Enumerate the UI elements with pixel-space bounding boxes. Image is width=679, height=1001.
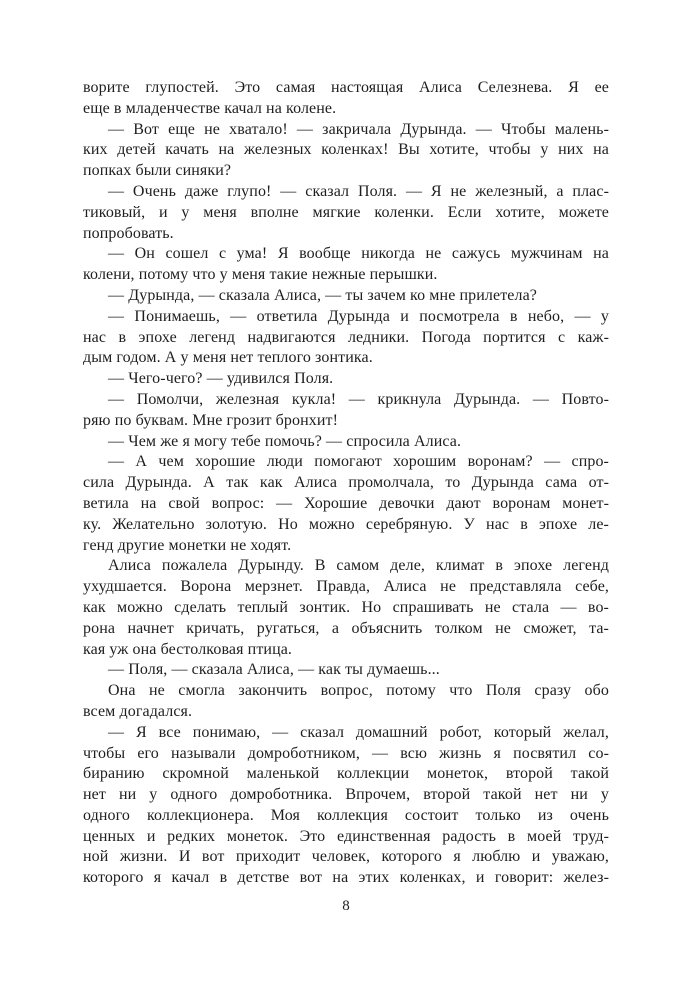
- page-number: 8: [342, 898, 350, 914]
- text-line: биранию скромной маленькой коллекции монеток, второй такой: [83, 765, 609, 783]
- text-line: кая уж она бестолковая птица.: [83, 640, 293, 658]
- text-line: как можно сделать теплый зонтик. Но спрашивать не стала — во-: [83, 598, 609, 616]
- text-line: — Поля, — сказала Алиса, — как ты думаешь...: [108, 661, 440, 679]
- text-line: ухудшается. Ворона мерзнет. Правда, Алиса не представляла себе,: [83, 578, 609, 596]
- text-line: — Чем же я могу тебе помочь? — спросила Алиса.: [108, 432, 462, 450]
- text-line: рона начнет кричать, ругаться, а объяснить толком не сможет, та-: [83, 619, 609, 637]
- text-line: ворите глупостей. Это самая настоящая Алиса Селезнева. Я ее: [83, 79, 609, 96]
- text-line: попробовать.: [83, 224, 174, 242]
- text-line: — Очень даже глупо! — сказал Поля. — Я не железный, а плас-: [108, 182, 609, 200]
- text-line: — Помолчи, железная кукла! — крикнула Дурында. — Повто-: [108, 390, 609, 408]
- text-line: дым годом. А у меня нет теплого зонтика.: [83, 349, 373, 367]
- text-line: — Дурында, — сказала Алиса, — ты зачем ко мне прилетела?: [108, 286, 537, 304]
- text-line: ценных и редких монеток. Это единственная радость в моей труд-: [83, 827, 609, 845]
- text-line: генд другие монетки не ходят.: [83, 536, 292, 554]
- text-block: [83, 78, 609, 889]
- text-line: одного коллекционера. Моя коллекция состоит только из очень: [83, 806, 609, 824]
- text-line: колени, потому что у меня такие нежные перышки.: [83, 266, 438, 284]
- text-line: — А чем хорошие люди помогают хорошим воронам? — спро-: [108, 453, 609, 471]
- text-line: нас в эпохе легенд надвигаются ледники. Погода портится с каж-: [83, 328, 609, 346]
- text-line: чтобы его называли домроботником, — всю жизнь я посвятил со-: [83, 744, 609, 762]
- text-line: нет ни у одного домроботника. Впрочем, второй такой нет ни у: [83, 786, 609, 804]
- text-line: — Вот еще не хватало! — закричала Дурында. — Чтобы малень-: [108, 120, 609, 138]
- text-line: еще в младенчестве качал на колене.: [83, 99, 337, 117]
- text-line: ку. Желательно золотую. Но можно серебряную. У нас в эпохе ле-: [83, 515, 609, 533]
- text-line: которого я качал в детстве вот на этих коленках, и говорит: желез-: [83, 869, 609, 887]
- text-line: ряю по буквам. Мне грозит бронхит!: [83, 411, 339, 429]
- text-line: ких детей качать на железных коленках! Вы хотите, чтобы у них на: [83, 141, 609, 159]
- text-line: ветила на свой вопрос: — Хорошие девочки дают воронам монет-: [83, 494, 609, 512]
- text-line: сила Дурында. А так как Алиса промолчала, то Дурында сама от-: [83, 474, 609, 492]
- text-line: — Чего-чего? — удивился Поля.: [108, 370, 334, 388]
- text-line: — Он сошел с ума! Я вообще никогда не сажусь мужчинам на: [108, 245, 609, 263]
- text-line: Она не смогла закончить вопрос, потому что Поля сразу обо: [108, 682, 609, 700]
- text-line: ной жизни. И вот приходит человек, которого я люблю и уважаю,: [83, 848, 609, 866]
- text-line: всем догадался.: [83, 702, 193, 720]
- text-line: попках были синяки?: [83, 162, 232, 180]
- text-line: Алиса пожалела Дурынду. В самом деле, климат в эпохе легенд: [108, 557, 609, 575]
- text-line: — Понимаешь, — ответила Дурында и посмотрела в небо, — у: [108, 307, 609, 325]
- text-line: тиковый, и у меня вполне мягкие коленки. Если хотите, можете: [83, 203, 609, 221]
- text-line: — Я все понимаю, — сказал домашний робот, который желал,: [108, 723, 609, 741]
